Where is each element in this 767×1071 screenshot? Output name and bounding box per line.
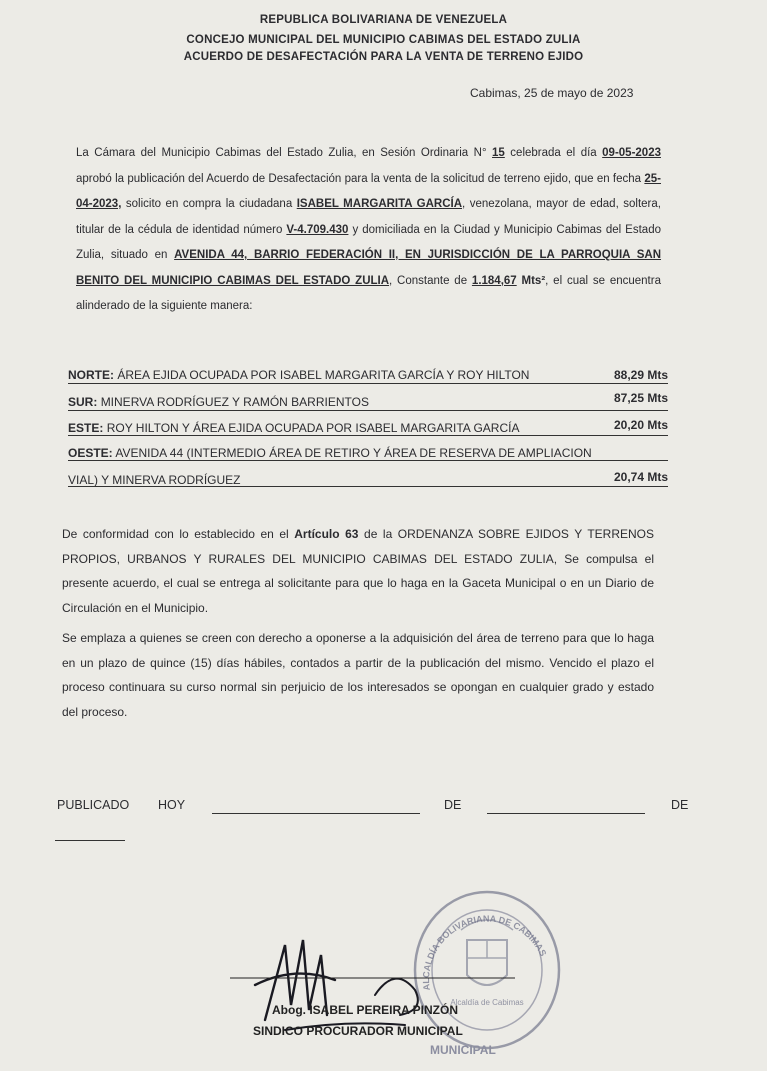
header-republic: REPUBLICA BOLIVARIANA DE VENEZUELA (259, 14, 508, 26)
publication-month-blank (487, 813, 645, 814)
boundary-north: NORTE: ÁREA EJIDA OCUPADA POR ISABEL MARGARITA GARCÍA Y ROY HILTON 88,29 Mts (68, 368, 668, 382)
property-location: AVENIDA 44, BARRIO FEDERACIÓN II, EN JURISDICCIÓN DE LA PARROQUIA SAN BENITO DEL MUNICIPIO CABIMAS DEL ESTADO ZULIA (76, 249, 662, 287)
de-label-1: DE (444, 798, 462, 812)
publication-day-blank (212, 813, 420, 814)
publication-year-blank (55, 840, 125, 841)
boundary-south: SUR: MINERVA RODRÍGUEZ Y RAMÓN BARRIENTOS 87,25 Mts (68, 391, 668, 409)
session-date: 09-05-2023 (602, 147, 661, 159)
signatory-name: Abog. ISABEL PEREIRA PINZÓN (272, 1003, 459, 1017)
published-label: PUBLICADO (57, 798, 130, 812)
stamp-center-text: Alcaldía de Cabimas (450, 998, 524, 1007)
signatory-title: SINDICO PROCURADOR MUNICIPAL (253, 1024, 463, 1038)
boundary-east: ESTE: ROY HILTON Y ÁREA EJIDA OCUPADA POR ISABEL MARGARITA GARCÍA 20,20 Mts (68, 418, 668, 435)
id-number: V-4.709.430 (286, 223, 349, 236)
summons-paragraph: Se emplaza a quienes se creen con derecho a oponerse a la adquisición del área de terreno para que lo haga en un plazo de quince (15) días hábiles, contados a partir de la publicación del mismo. Vencido el plazo el proceso continuara su curso normal sin perjuicio de los interesados se opongan en cualquier grado y estado del proceso. (62, 631, 654, 719)
applicant-name: ISABEL MARGARITA GARCÍA (296, 198, 463, 210)
boundary-west: OESTE: AVENIDA 44 (INTERMEDIO ÁREA DE RETIRO Y ÁREA DE RESERVA DE AMPLIACION VIAL) Y MINERVA RODRÍGUEZ 20,74 Mts (68, 446, 668, 487)
stamp-ring-text: ALCALDÍA BOLIVARIANA DE CABIMAS (421, 913, 549, 992)
intro-paragraph: La Cámara del Municipio Cabimas del Estado Zulia, en Sesión Ordinaria N° 15 celebrada el día 09-05-2023 aprobó la publicación del Acuerdo de Desafectación para la venta de la solicitud de terreno ejido, que en fecha 25-04-2023, solicito en compra la ciudadana ISABEL MARGARITA GARCÍA, venezolana, mayor de edad, soltera, titular de la cédula de identidad número V-4.709.430 y domiciliada en la Ciudad y Municipio Cabimas del Estado Zulia, situado en AVENIDA 44, BARRIO FEDERACIÓN II, EN JURISDICCIÓN DE LA PARROQUIA SAN BENITO DEL MUNICIPIO CABIMAS DEL ESTADO ZULIA, Constante de 1.184,67 Mts², el cual se encuentra alinderado de la siguiente manera: (76, 147, 662, 312)
area-unit: Mts² (521, 274, 546, 287)
request-date: 25-04-2023, (76, 172, 661, 210)
de-label-2: DE (671, 798, 689, 812)
header-council: CONCEJO MUNICIPAL DEL MUNICIPIO CABIMAS DEL ESTADO ZULIA (186, 34, 581, 46)
article-paragraph: De conformidad con lo establecido en el Artículo 63 de la ORDENANZA SOBRE EJIDOS Y TERRENOS PROPIOS, URBANOS Y RURALES DEL MUNICIPIO CABIMAS DEL ESTADO ZULIA, Se compulsa el presente acuerdo, el cual se entrega al solicitante para que lo haga en la Gaceta Municipal o en un Diario de Circulación en el Municipio. (62, 527, 655, 615)
property-area: 1.184,67 (471, 274, 517, 287)
article-reference: Artículo 63 (294, 527, 359, 541)
bleed-through-text (478, 346, 481, 360)
stamp-bottom-text: MUNICIPAL (430, 1043, 496, 1057)
session-number: 15 (492, 147, 505, 159)
header-agreement-title: ACUERDO DE DESAFECTACIÓN PARA LA VENTA DE TERRENO EJIDO (183, 51, 584, 63)
today-label: HOY (158, 798, 186, 812)
date-line: Cabimas, 25 de mayo de 2023 (470, 86, 634, 100)
